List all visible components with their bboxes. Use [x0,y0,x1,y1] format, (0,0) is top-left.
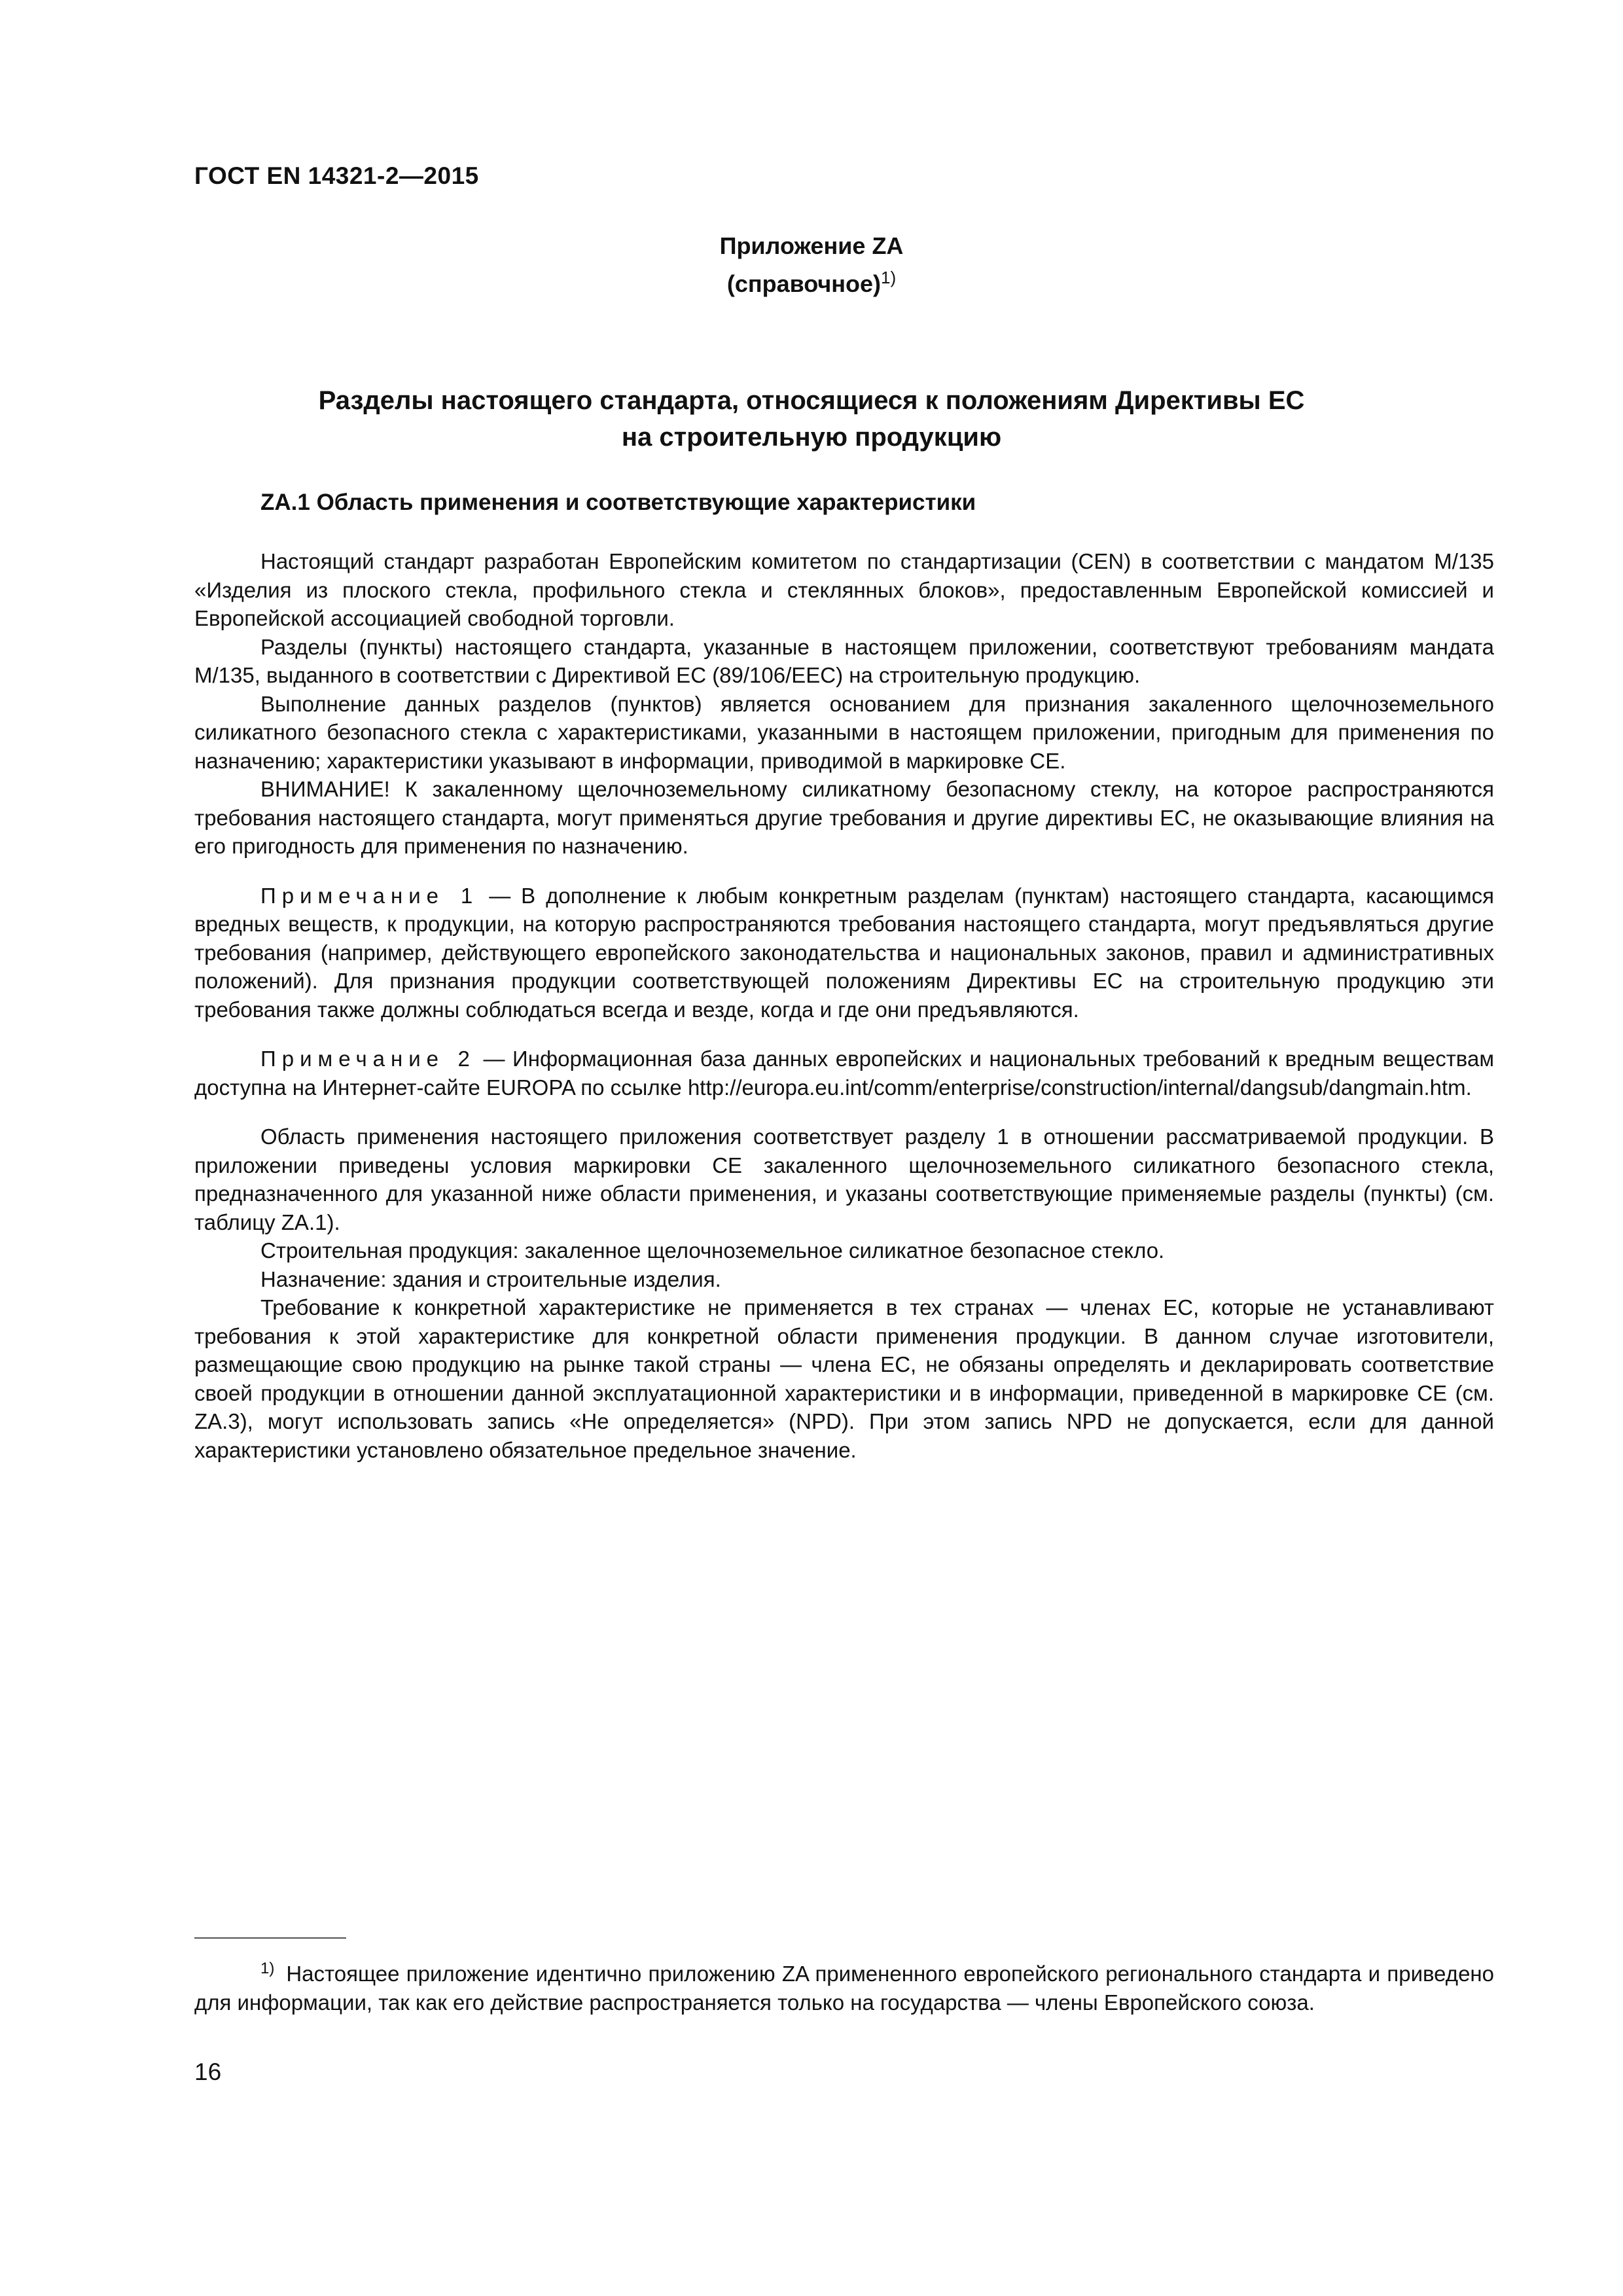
note-1 [194,882,1494,1024]
paragraph: Строительная продукция: закаленное щелочноземельное силикатное безопасное стекло. [260,1238,1165,1263]
note-1-text: — В дополнение к любым конкретным разделам (пунктам) настоящего стандарта, касающимся вредных веществ, к продукции, на которую распространяются требования настоящего стандарта, могут предъявляться другие требования (например, действующего европейского законодательства и национальных законов, правил и административных положений). Для признания продукции соответствующей положениям Директивы ЕС на строительную продукцию эти требования также должны соблюдаться всегда и везде, когда и где они предъявляются. [194,883,1494,1022]
annex-status-text: (справочное) [726,270,882,297]
annex-status [0,262,1623,300]
note-2-label: Примечание 2 [260,1047,476,1071]
annex-title [0,230,1623,300]
section-heading-line2: на строительную продукцию [621,423,1002,452]
paragraph: ВНИМАНИЕ! К закаленному щелочноземельному силикатному безопасному стеклу, на которое распространяются требования настоящего стандарта, могут применяться другие требования и другие директивы ЕС, не оказывающие влияния на его пригодность для применения по назначению. [194,777,1494,858]
paragraph: Область применения настоящего приложения соответствует разделу 1 в отношении рассматриваемой продукции. В приложении приведены условия маркировки СЕ закаленного щелочноземельного силикатного безопасного стекла, предназначенного для указанной ниже области применения, и указаны соответствующие применяемые разделы (пункты) (см. таблицу ZA.1). [194,1124,1494,1234]
paragraph: Разделы (пункты) настоящего стандарта, указанные в настоящем приложении, соответствуют требованиям мандата М/135, выданного в соответствии с Директивой ЕС (89/106/EEC) на строительную продукцию. [194,634,1494,687]
footnote-mark: 1) [260,1960,275,1977]
footnote-text: Настоящее приложение идентично приложению ZA примененного европейского регионального стандарта и приведено для информации, так как его действие распространяется только на государства — члены Европейского союза. [194,1962,1494,2015]
body-text [194,547,1494,1464]
paragraph: Требование к конкретной характеристике не применяется в тех странах — членах ЕС, которые не устанавливают требования к этой характеристике для конкретной области применения продукции. В данном случае изготовители, размещающие свою продукцию на рынке такой страны — члена ЕС, не обязаны определять и декларировать соответствие своей продукции в отношении данной эксплуатационной характеристики и в информации, приведенной в маркировке СЕ (см. ZA.3), могут использовать запись «Не определяется» (NPD). При этом запись NPD не допускается, если для данной характеристики установлено обязательное предельное значение. [194,1295,1494,1462]
standard-code-header: ГОСТ EN 14321-2—2015 [194,162,479,189]
section-heading [196,382,1427,456]
paragraph: Настоящий стандарт разработан Европейским комитетом по стандартизации (CEN) в соответствии с мандатом М/135 «Изделия из плоского стекла, профильного стекла и стеклянных блоков», предоставленным Европейской комиссией и Европейской ассоциацией свободной торговли. [194,549,1494,630]
footnote [194,1954,1494,2017]
footnote-divider [194,1937,346,1939]
page-number: 16 [194,2058,222,2085]
paragraph: Назначение: здания и строительные изделия. [260,1266,721,1291]
annex-label: Приложение ZA [719,232,904,259]
note-1-label: Примечание 1 [260,883,479,908]
paragraph: Выполнение данных разделов (пунктов) является основанием для признания закаленного щелочноземельного силикатного безопасного стекла с характеристиками, указанными в настоящем приложении, пригодным для применения по назначению; характеристики указывают в информации, приводимой в маркировке СЕ. [194,691,1494,773]
note-2-text: — Информационная база данных европейских и национальных требований к вредным веществам доступна на Интернет-сайте EUROPA по ссылке http://europa.eu.int/comm/enterprise/construction/internal/dangsub/dangmain.htm. [194,1047,1495,1100]
section-heading-line1: Разделы настоящего стандарта, относящиеся к положениям Директивы ЕС [318,386,1305,415]
annex-footnote-mark: 1) [881,268,897,287]
subsection-heading: ZA.1 Область применения и соответствующие характеристики [260,490,976,515]
note-2 [194,1045,1494,1102]
footnote-paragraph [194,1954,1494,2017]
